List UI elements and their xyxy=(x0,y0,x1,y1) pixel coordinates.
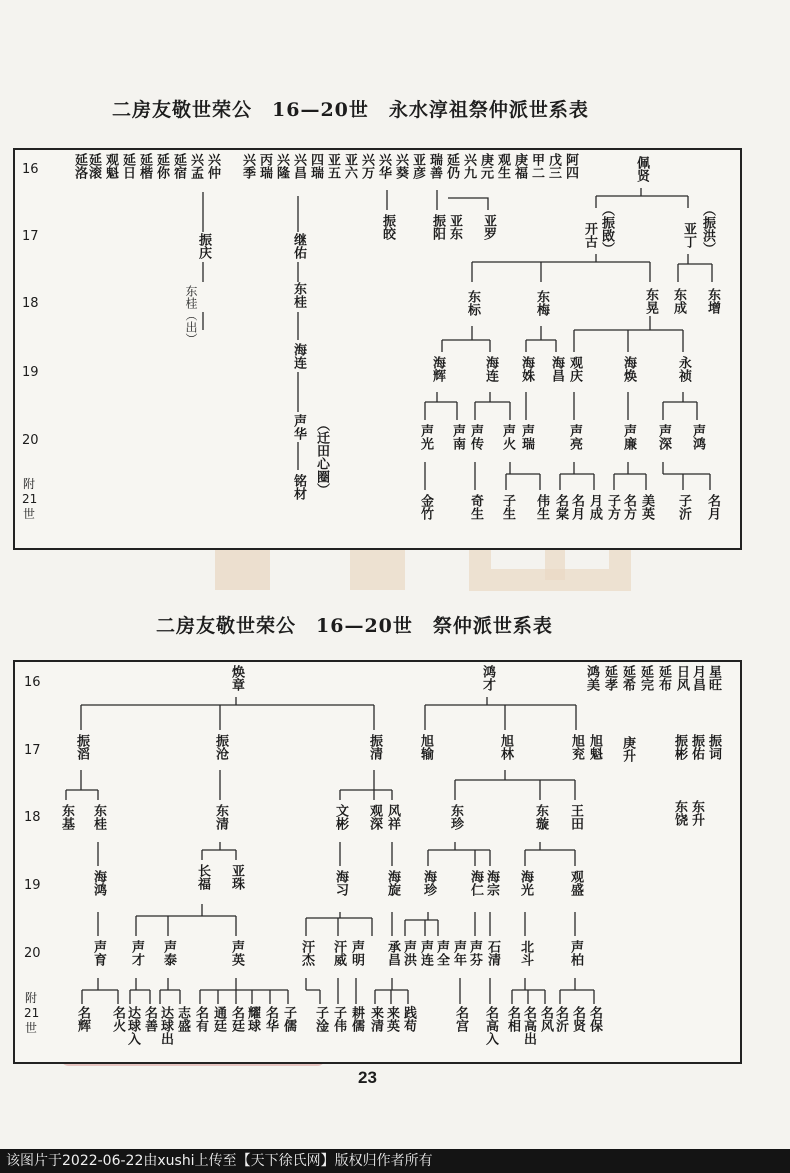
person-name: 名有 xyxy=(193,1006,208,1032)
person-name: 达球入 xyxy=(125,1006,140,1045)
person-name: 海鸿 xyxy=(91,870,106,896)
person-name: （振敃） xyxy=(599,203,614,255)
person-name: 海旋 xyxy=(385,870,400,896)
person-name: 振词 xyxy=(706,734,721,760)
person-name: 声瑞 xyxy=(519,424,534,450)
person-name: 铭材 xyxy=(291,474,306,500)
person-name: 旭魁 xyxy=(587,734,602,760)
person-name: 声英 xyxy=(229,940,244,966)
chart1-gen-18: 18 xyxy=(22,296,39,311)
person-name: 海姝 xyxy=(519,356,534,382)
person-name: 亚丁 xyxy=(681,222,696,248)
person-name: 子生 xyxy=(500,494,515,520)
person-name: 名廷 xyxy=(229,1006,244,1032)
person-name: 志盛 xyxy=(175,1006,190,1032)
person-name: 长福 xyxy=(195,864,210,890)
person-name: 子儒 xyxy=(281,1006,296,1032)
person-name: 海昌 xyxy=(549,356,564,382)
person-name: 东璇 xyxy=(533,804,548,830)
person-name: 延希 xyxy=(620,665,635,691)
chart2-gen-20: 20 xyxy=(24,946,41,961)
person-name: 风祥 xyxy=(385,804,400,830)
person-name: 耕儒 xyxy=(349,1006,364,1032)
person-name: 名月 xyxy=(569,494,584,520)
person-name: 兴昌 xyxy=(291,153,306,179)
person-name: 东晃 xyxy=(643,288,658,314)
person-name: 名宫 xyxy=(453,1006,468,1032)
chart2-gen-21-fu: 附 xyxy=(25,991,38,1005)
person-name: 名方 xyxy=(621,494,636,520)
person-name: 兴季 xyxy=(240,153,255,179)
person-name: 声火 xyxy=(500,424,515,450)
person-name: 声鸿 xyxy=(690,424,705,450)
chart1-gen-21-fu: 附 xyxy=(23,477,36,491)
person-name: 声泰 xyxy=(161,940,176,966)
person-name: 观盛 xyxy=(568,870,583,896)
person-name: 继佑 xyxy=(291,233,306,259)
person-name: 东桂 xyxy=(291,282,306,308)
person-name: 延日 xyxy=(120,153,135,179)
person-name: 声柏 xyxy=(568,940,583,966)
person-name: 兴九 xyxy=(461,153,476,179)
person-name: 东桂 xyxy=(91,804,106,830)
person-name: 名辉 xyxy=(75,1006,90,1032)
person-name: 子伟 xyxy=(331,1006,346,1032)
person-name: 日风 xyxy=(674,665,689,691)
chart2-gen-21-shi: 世 xyxy=(25,1021,38,1035)
person-name: 通廷 xyxy=(211,1006,226,1032)
person-name: 观生 xyxy=(495,153,510,179)
person-name: 声明 xyxy=(349,940,364,966)
person-name: 星旺 xyxy=(706,665,721,691)
chart1-title: 二房友敬世荣公 16—20世 永水淳祖祭仲派世系表 xyxy=(112,99,589,121)
person-name: 亚东 xyxy=(447,214,462,240)
person-name: 名高出 xyxy=(521,1006,536,1045)
person-name: 亚六 xyxy=(342,153,357,179)
person-name: 声亮 xyxy=(567,424,582,450)
person-name: 声光 xyxy=(418,424,433,450)
person-name: 亚彦 xyxy=(410,153,425,179)
chart1-gen-21-shi: 世 xyxy=(23,507,36,521)
person-name: 伟生 xyxy=(534,494,549,520)
chart1-gen-17: 17 xyxy=(22,229,39,244)
page-number: 23 xyxy=(358,1068,377,1087)
person-name: 文彬 xyxy=(333,804,348,830)
person-name: 兴孟 xyxy=(188,153,203,179)
person-name: 观深 xyxy=(367,804,382,830)
person-name: 月成 xyxy=(587,494,602,520)
chart2-gen-21-num: 21 xyxy=(24,1006,40,1020)
person-name: 海连 xyxy=(291,343,306,369)
person-name: 名贤 xyxy=(570,1006,585,1032)
person-name: 来清 xyxy=(368,1006,383,1032)
person-name: 名华 xyxy=(263,1006,278,1032)
person-name: 名善 xyxy=(142,1006,157,1032)
person-name: 名棠 xyxy=(553,494,568,520)
person-name: 阿四 xyxy=(563,153,578,179)
person-name: 声深 xyxy=(656,424,671,450)
person-name: 亚珠 xyxy=(229,864,244,890)
person-name: 东梅 xyxy=(534,290,549,316)
person-name: 名火 xyxy=(110,1006,125,1032)
person-name: 名保 xyxy=(587,1006,602,1032)
person-name: 兴仲 xyxy=(205,153,220,179)
person-name: 海辉 xyxy=(430,356,445,382)
person-name: 王田 xyxy=(568,804,583,830)
person-name: 观魁 xyxy=(103,153,118,179)
person-name: 月昌 xyxy=(690,665,705,691)
person-name: 名风 xyxy=(538,1006,553,1032)
person-name: 鸿才 xyxy=(480,665,495,691)
person-name: 声才 xyxy=(129,940,144,966)
chart2-gen-17: 17 xyxy=(24,743,41,758)
person-name: 金竹 xyxy=(418,494,433,520)
person-name: 甲二 xyxy=(529,153,544,179)
person-name: 来英 xyxy=(384,1006,399,1032)
person-name: 延洛 xyxy=(72,153,87,179)
person-name: 振佑 xyxy=(689,734,704,760)
person-name: 东清 xyxy=(213,804,228,830)
person-name: 海焕 xyxy=(621,356,636,382)
person-name: 东增 xyxy=(705,288,720,314)
person-name: 声全 xyxy=(434,940,449,966)
person-name: 庚升 xyxy=(620,736,635,762)
person-name: 东标 xyxy=(465,290,480,316)
person-name: 东基 xyxy=(59,804,74,830)
person-name: 亚五 xyxy=(325,153,340,179)
person-name: 兴万 xyxy=(359,153,374,179)
person-name: 东饶 xyxy=(672,800,687,826)
person-name: 声南 xyxy=(450,424,465,450)
person-name: 承昌 xyxy=(385,940,400,966)
person-name: 名沂 xyxy=(553,1006,568,1032)
person-name: 兴隆 xyxy=(274,153,289,179)
person-name: 子淦 xyxy=(313,1006,328,1032)
person-name: 海连 xyxy=(483,356,498,382)
person-name: 东珍 xyxy=(448,804,463,830)
person-name: 振沧 xyxy=(213,734,228,760)
person-name: 焕章 xyxy=(229,665,244,691)
person-name: 延楷 xyxy=(137,153,152,179)
person-name: 石清 xyxy=(485,940,500,966)
person-name: 旭林 xyxy=(498,734,513,760)
person-name: 戊三 xyxy=(546,153,561,179)
chart2-gen-16: 16 xyxy=(24,675,41,690)
person-name: 声华 xyxy=(291,414,306,440)
person-name: 延孝 xyxy=(602,665,617,691)
person-name: 声年 xyxy=(451,940,466,966)
person-name: 开古 xyxy=(582,222,597,248)
person-name: （迁田心圈） xyxy=(314,418,329,496)
person-name: 振庆 xyxy=(196,233,211,259)
person-name: 振彬 xyxy=(672,734,687,760)
chart2-gen-18: 18 xyxy=(24,810,41,825)
person-name: 名月 xyxy=(705,494,720,520)
person-name: 延完 xyxy=(638,665,653,691)
person-name: 庚福 xyxy=(512,153,527,179)
person-name: 子方 xyxy=(605,494,620,520)
person-name: 名相 xyxy=(505,1006,520,1032)
person-name: 汗威 xyxy=(331,940,346,966)
person-name: 旭兖 xyxy=(569,734,584,760)
person-name: 声芬 xyxy=(467,940,482,966)
person-name: 振阳 xyxy=(430,214,445,240)
person-name: 旭输 xyxy=(418,734,433,760)
chart2-title: 二房友敬世荣公 16—20世 祭仲派世系表 xyxy=(156,615,553,637)
person-name: 海仁 xyxy=(468,870,483,896)
person-name: 丙瑞 xyxy=(257,153,272,179)
chart1-gen-21-num: 21 xyxy=(22,492,38,506)
person-name: 子沂 xyxy=(676,494,691,520)
person-name: 兴华 xyxy=(376,153,391,179)
person-name: 观庆 xyxy=(567,356,582,382)
person-name: 声廉 xyxy=(621,424,636,450)
chart1-panel xyxy=(13,148,742,550)
person-name: 海宗 xyxy=(484,870,499,896)
person-name: 北斗 xyxy=(518,940,533,966)
person-name: 延你 xyxy=(154,153,169,179)
person-name: 奇生 xyxy=(468,494,483,520)
person-name: 声育 xyxy=(91,940,106,966)
person-name: 声洪 xyxy=(401,940,416,966)
person-name: 佩贤 xyxy=(634,156,649,182)
person-name: 声传 xyxy=(468,424,483,450)
person-name: 延布 xyxy=(656,665,671,691)
chart2-gen-19: 19 xyxy=(24,878,41,893)
person-name: 四瑞 xyxy=(308,153,323,179)
person-name: 兴葵 xyxy=(393,153,408,179)
person-name: 亚罗 xyxy=(481,214,496,240)
person-name: 振皎 xyxy=(380,214,395,240)
chart2-panel xyxy=(13,660,742,1064)
person-name: 振清 xyxy=(367,734,382,760)
upload-footer: 该图片于2022-06-22由xushi上传至【天下徐氏网】版权归作者所有 xyxy=(0,1149,790,1173)
person-name: 庚元 xyxy=(478,153,493,179)
chart1-gen-20: 20 xyxy=(22,433,39,448)
person-name: 东桂（出） xyxy=(184,285,198,345)
person-name: 达球出 xyxy=(158,1006,173,1045)
chart1-gen-19: 19 xyxy=(22,365,39,380)
person-name: 耀球 xyxy=(245,1006,260,1032)
person-name: 海珍 xyxy=(421,870,436,896)
person-name: 延仍 xyxy=(444,153,459,179)
person-name: 瑞善 xyxy=(427,153,442,179)
person-name: 声连 xyxy=(418,940,433,966)
person-name: 海光 xyxy=(518,870,533,896)
chart1-gen-16: 16 xyxy=(22,162,39,177)
person-name: 美英 xyxy=(639,494,654,520)
person-name: 东成 xyxy=(671,288,686,314)
person-name: 汗杰 xyxy=(299,940,314,966)
person-name: 振滔 xyxy=(74,734,89,760)
person-name: 永祯 xyxy=(676,356,691,382)
person-name: 践苟 xyxy=(401,1006,416,1032)
person-name: 名高入 xyxy=(483,1006,498,1045)
person-name: 延滚 xyxy=(86,153,101,179)
person-name: 海习 xyxy=(333,870,348,896)
person-name: 鸿美 xyxy=(584,665,599,691)
person-name: 东升 xyxy=(689,800,704,826)
person-name: 延宿 xyxy=(171,153,186,179)
person-name: （振洪） xyxy=(700,203,715,255)
